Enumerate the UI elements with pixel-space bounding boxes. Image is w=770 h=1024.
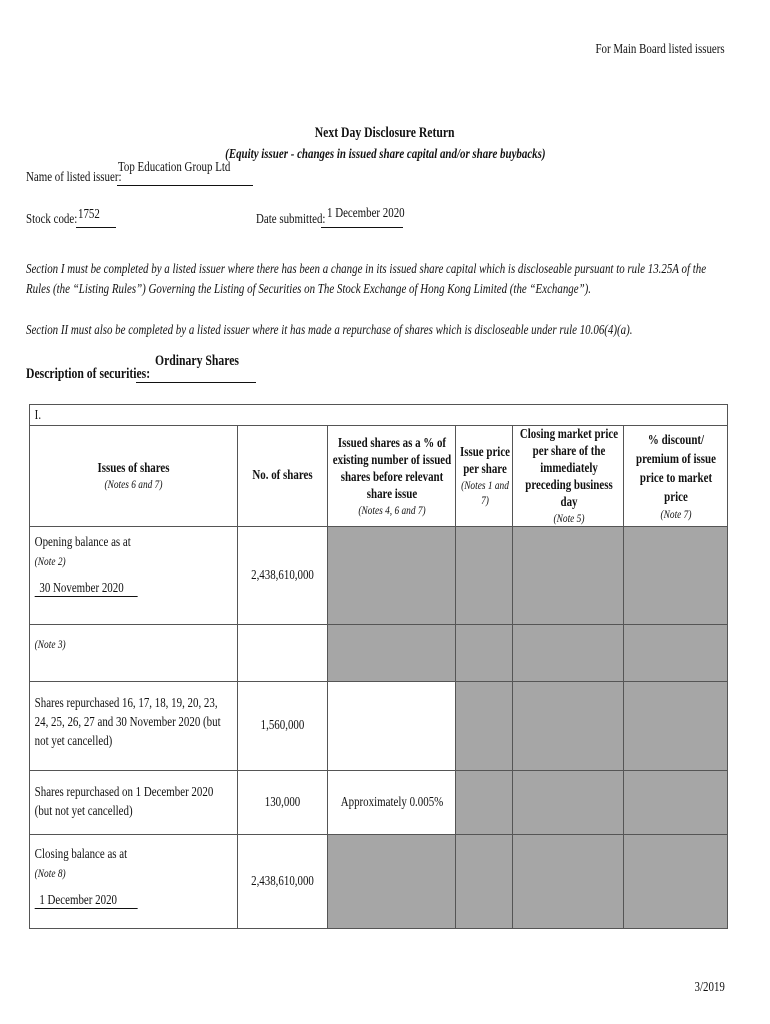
header-closing-label: Closing market price per share of the immediately preceding business day [519,427,619,510]
repurchase-1-label-cell [30,682,238,771]
header-price-label: Issue price per share [459,445,511,477]
note3-row [30,625,728,682]
date-submitted-underline [321,227,403,228]
repurchase-2-pct: Approximately 0.005% [340,794,444,810]
header-discount [624,426,728,527]
header-discount-label: % discount/ premium of issue price to market price [636,432,716,505]
section-i-note: Section I must be completed by a listed issuer where there has been a change in its issued share capital which is discloseable pursuant to rule 13.25A of the Rules (the “Listing Rules”) Governing the Listing of Securities on The Stock Exchange of Hong Kong Limited (the “Exchange”). [26,262,707,297]
closing-discount-cell [624,835,728,929]
header-price-note: (Notes 1 and 7) [461,478,509,507]
closing-label-cell [30,835,238,929]
issuer-underline [117,185,253,186]
note3-closing-cell [513,625,624,682]
repurchase-2-price-cell [456,771,513,835]
stock-code-value: 1752 [78,207,100,222]
opening-label-cell [30,527,238,625]
form-subtitle: (Equity issuer - changes in issued share capital and/or share buybacks) [224,147,546,162]
closing-closing-cell [513,835,624,929]
date-submitted-value: 1 December 2020 [327,206,405,221]
header-row [30,426,728,527]
opening-pct-cell [328,527,456,625]
securities-value: Ordinary Shares [155,353,239,369]
header-no-shares-label: No. of shares [252,468,313,483]
form-version: 3/2019 [694,980,725,995]
header-discount-note: (Note 7) [660,506,692,521]
header-pct [328,426,456,527]
repurchase-2-closing-cell [513,771,624,835]
opening-closing-cell [513,527,624,625]
repurchase-1-shares: 1,560,000 [260,718,305,733]
closing-row [30,835,728,929]
header-pct-note: (Notes 4, 6 and 7) [358,502,426,517]
note3-discount-cell [624,625,728,682]
repurchase-1-pct-cell [328,682,456,771]
repurchase-2-label: Shares repurchased on 1 December 2020 (but not yet cancelled) [34,785,214,819]
opening-discount-cell [624,527,728,625]
repurchase-1-price-cell [456,682,513,771]
header-closing [513,426,624,527]
repurchase-2-shares: 130,000 [264,794,301,810]
issuer-value: Top Education Group Ltd [118,160,231,175]
note3-label: (Note 3) [34,637,66,651]
closing-shares-cell [238,835,328,929]
repurchase-2-row [30,771,728,835]
section-ii-note: Section II must also be completed by a listed issuer where it has made a repurchase of shares which is discloseable under rule 10.06(4)(a). [26,323,633,338]
repurchase-2-pct-cell [328,771,456,835]
opening-price-cell [456,527,513,625]
closing-label: Closing balance as at [34,847,128,862]
issuer-label: Name of listed issuer: [26,170,122,185]
stock-code-underline [76,227,116,228]
form-title: Next Day Disclosure Return [315,125,455,141]
header-pct-label: Issued shares as a % of existing number of issued shares before relevant share issue [332,435,452,502]
opening-date: 30 November 2020 [39,581,124,596]
repurchase-2-shares-cell [238,771,328,835]
repurchase-1-discount-cell [624,682,728,771]
securities-underline [136,382,256,383]
note3-price-cell [456,625,513,682]
opening-shares-cell [238,527,328,625]
closing-price-cell [456,835,513,929]
share-capital-table [29,404,728,929]
securities-label: Description of securities: [26,366,151,382]
opening-row [30,527,728,625]
header-no-shares [238,426,328,527]
repurchase-2-label-cell [30,771,238,835]
header-issues [30,426,238,527]
opening-label: Opening balance as at [34,535,131,550]
repurchase-1-label: Shares repurchased 16, 17, 18, 19, 20, 23, 24, 25, 26, 27 and 30 November 2020 (but not yet cancelled) [34,696,221,749]
section-label: I. [34,408,42,423]
closing-shares: 2,438,610,000 [251,873,314,889]
section-row [30,405,728,426]
repurchase-1-shares-cell [238,682,328,771]
repurchase-1-row [30,682,728,771]
opening-note: (Note 2) [34,554,66,568]
note3-pct-cell [328,625,456,682]
note3-shares-cell [238,625,328,682]
header-issues-note: (Notes 6 and 7) [104,476,163,491]
stock-code-label: Stock code: [26,212,78,227]
header-issues-label: Issues of shares [97,460,170,476]
header-price [456,426,513,527]
repurchase-2-discount-cell [624,771,728,835]
board-note: For Main Board listed issuers [595,42,725,57]
date-submitted-label: Date submitted: [256,212,326,227]
section-label-cell [30,405,728,426]
closing-date: 1 December 2020 [39,893,117,908]
closing-pct-cell [328,835,456,929]
note3-label-cell [30,625,238,682]
opening-shares: 2,438,610,000 [251,567,314,583]
repurchase-1-closing-cell [513,682,624,771]
header-closing-note: (Note 5) [553,511,585,525]
closing-note: (Note 8) [34,866,66,880]
